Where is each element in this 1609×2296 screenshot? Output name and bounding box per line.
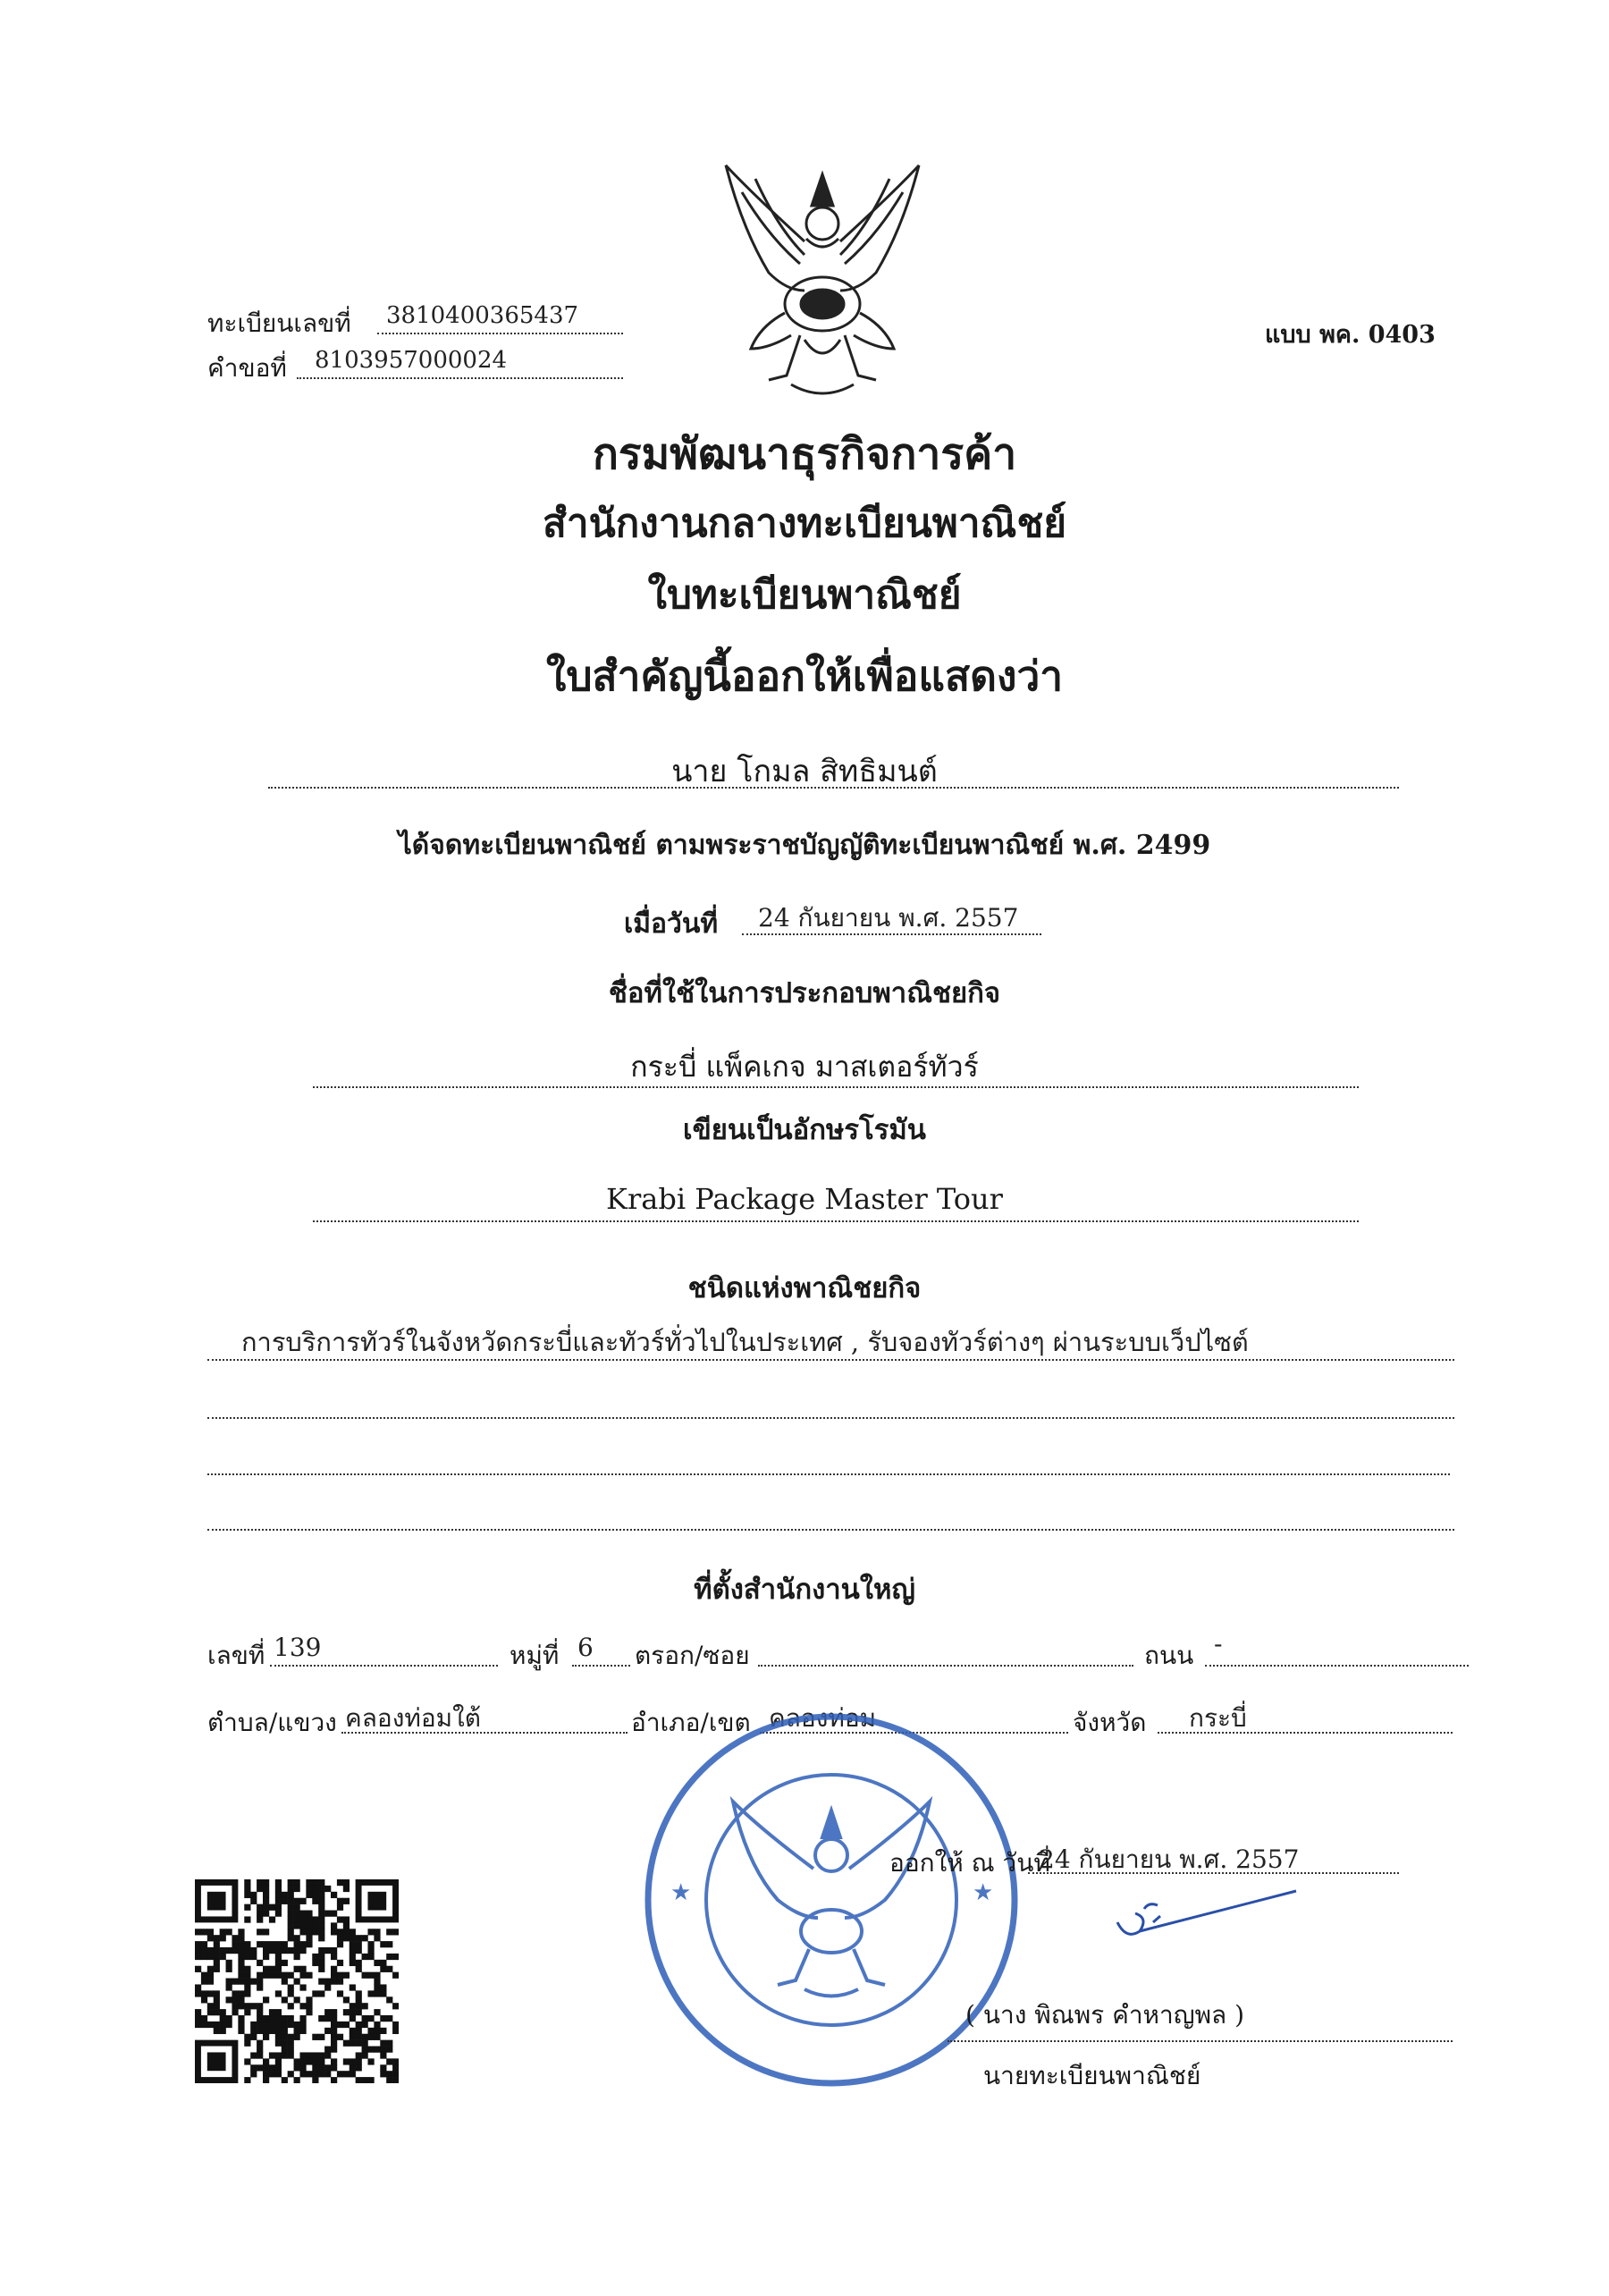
blank-line [207,1417,1454,1419]
issue-date-value: 24 กันยายน พ.ศ. 2557 [1039,1844,1300,1874]
issue-date-label: ออกให้ ณ วันที่ [889,1848,1050,1878]
department-title: กรมพัฒนาธุรกิจการค้า [592,429,1017,479]
address-section-label: ที่ตั้งสำนักงานใหญ่ [694,1574,915,1606]
house-no-value: 139 [274,1633,322,1662]
business-type-label: ชนิดแห่งพาณิชยกิจ [687,1272,922,1304]
moo-label: หมู่ที่ [510,1641,560,1670]
soi-label: ตรอก/ซอย [635,1641,750,1670]
office-title: สำนักงานกลางทะเบียนพาณิชย์ [543,501,1066,546]
subdistrict-value: คลองท่อมใต้ [345,1703,481,1733]
business-type-value: การบริการทัวร์ในจังหวัดกระบี่และทัวร์ทั่วไปในประเทศ , รับจองทัวร์ต่างๆ ผ่านระบบเว็ปไซต์ [241,1327,1249,1357]
registrar-title: นายทะเบียนพาณิชย์ [983,2061,1201,2090]
business-name-thai: กระบี่ แพ็คเกจ มาสเตอร์ทัวร์ [630,1050,979,1084]
registration-date-value: 24 กันยายน พ.ศ. 2557 [758,903,1019,933]
roman-name-label: เขียนเป็นอักษรโรมัน [682,1114,926,1146]
blank-line [207,1473,1450,1475]
certificate-title: ใบทะเบียนพาณิชย์ [647,572,962,618]
registration-label: ทะเบียนเลขที่ [207,308,351,338]
statement-title: ใบสำคัญนี้ออกให้เพื่อแสดงว่า [545,652,1064,700]
moo-value: 6 [577,1633,594,1662]
blank-line [207,1529,1454,1531]
svg-text:★: ★ [973,1879,994,1906]
form-code: แบบ พค. 0403 [1265,321,1436,349]
qr-code [195,1879,399,2083]
road-label: ถนน [1144,1641,1194,1670]
garuda-emblem-icon [715,156,930,402]
road-value: - [1214,1629,1223,1659]
registrar-name: ( นาง พิณพร คำหาญพล ) [965,2000,1245,2030]
province-value: กระบี่ [1189,1703,1247,1733]
request-number: 8103957000024 [315,347,508,374]
district-label: อำเภอ/เขต [631,1708,751,1737]
subdistrict-label: ตำบล/แขวง [207,1708,337,1737]
registrar-signature [1108,1882,1305,1954]
official-stamp-icon [635,1703,1028,2097]
province-label: จังหวัด [1073,1708,1147,1737]
business-name-label: ชื่อที่ใช้ในการประกอบพาณิชยกิจ [608,977,1001,1009]
registrant-name: นาย โกมล สิทธิมนต์ [671,754,938,789]
registration-date-label: เมื่อวันที่ [624,908,719,940]
district-value: คลองท่อม [769,1703,877,1733]
request-label: คำขอที่ [207,353,287,383]
svg-text:★: ★ [670,1879,692,1906]
registration-number: 3810400365437 [386,302,579,329]
house-no-label: เลขที่ [207,1641,265,1670]
business-name-english: Krabi Package Master Tour [606,1182,1003,1216]
registration-act-text: ได้จดทะเบียนพาณิชย์ ตามพระราชบัญญัติทะเบียนพาณิชย์ พ.ศ. 2499 [398,830,1211,861]
